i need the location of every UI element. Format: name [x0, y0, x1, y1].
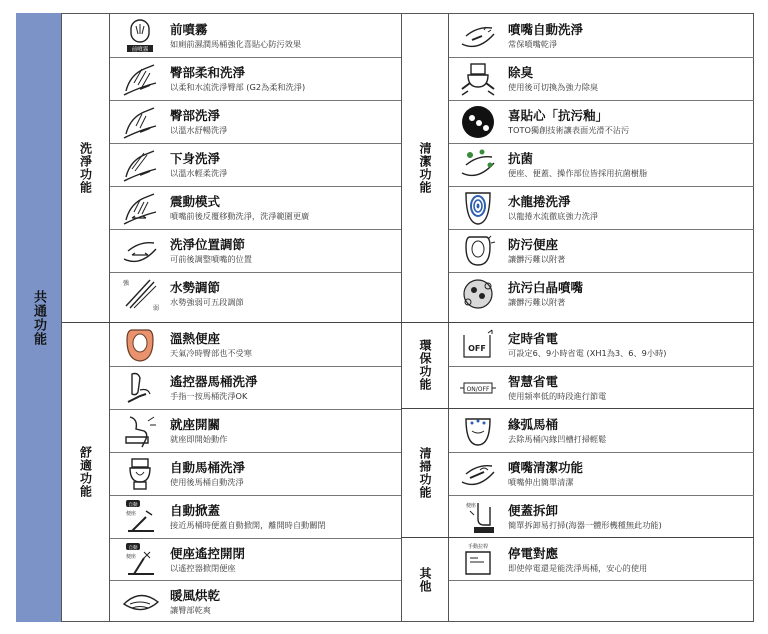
feature-title: 遙控器馬桶洗淨	[170, 374, 258, 390]
feature-desc: 噴嘴前後反覆移動洗淨，洗淨範圍更廣	[170, 211, 310, 222]
feature-desc: 可設定6、9小時省電 (XH1為3、6、9小時)	[508, 348, 667, 359]
nozzle-extend-icon	[456, 455, 500, 493]
row-divider	[449, 57, 754, 58]
row-divider	[110, 229, 401, 230]
auto-flush-icon	[118, 455, 162, 493]
remote-flush-icon	[118, 369, 162, 407]
row-divider	[449, 452, 754, 453]
feature-title: 臀部洗淨	[170, 108, 221, 124]
antibacterial-icon	[456, 146, 500, 184]
feature-row	[118, 101, 227, 143]
rear-wash-icon	[118, 103, 162, 141]
feature-row	[456, 410, 606, 452]
feature-title: 震動模式	[170, 194, 221, 210]
row-divider	[110, 366, 401, 367]
row-divider	[110, 452, 401, 453]
remote-lid-tag-label: 自動	[128, 546, 138, 551]
column-divider	[401, 13, 402, 622]
feature-row	[456, 324, 666, 366]
feature-title: 洗淨位置調節	[170, 237, 246, 253]
feature-title: 噴嘴自動洗淨	[508, 22, 584, 38]
feature-row	[456, 273, 583, 315]
main-category-label: 共通功能	[31, 289, 46, 346]
feature-row	[118, 273, 244, 315]
row-divider	[449, 366, 754, 367]
feature-row	[456, 187, 598, 229]
feature-title: 水勢調節	[170, 280, 221, 296]
row-divider	[110, 538, 401, 539]
row-divider	[110, 272, 401, 273]
pressure-strong-label: 強	[123, 280, 130, 287]
feature-desc: 以龍捲水流徹底強力洗淨	[508, 211, 599, 222]
feature-desc: 可前後調整噴嘴的位置	[170, 254, 252, 265]
row-divider	[449, 100, 754, 101]
feature-title: 下身洗淨	[170, 151, 221, 167]
feature-row	[118, 453, 245, 495]
feature-desc: 便座、便蓋、操作部位皆採用抗菌樹脂	[508, 168, 648, 179]
feature-title: 抗菌	[508, 151, 534, 167]
feature-row	[456, 58, 598, 100]
timer-save-off-label: OFF	[468, 344, 486, 353]
feature-title: 喜貼心「抗污釉」	[508, 108, 609, 124]
feature-title: 水龍捲洗淨	[508, 194, 571, 210]
group-clean-label: 清潔功能	[418, 141, 432, 194]
feature-desc: TOTO獨創技術讓表面光滑不沾污	[508, 125, 630, 136]
feature-title: 前噴霧	[170, 22, 208, 38]
feature-title: 防污便座	[508, 237, 559, 253]
group-comfort-label: 舒適功能	[78, 446, 93, 498]
power-outage-lever-label: 手動拉桿	[467, 544, 489, 550]
feature-row	[456, 367, 606, 409]
lid-removal-icon	[456, 498, 500, 536]
feature-desc: 天氣冷時臀部也不受寒	[170, 348, 252, 359]
feature-row	[456, 144, 647, 186]
warm-air-dry-icon	[118, 583, 162, 621]
feature-title: 溫熱便座	[170, 331, 221, 347]
soft-wash-icon	[118, 60, 162, 98]
feature-desc: 以遙控器掀閉便座	[170, 563, 236, 574]
feature-title: 緣弧馬桶	[508, 417, 559, 433]
feature-row	[118, 367, 258, 409]
smart-save-onoff-label: ON/OFF	[466, 386, 490, 393]
feature-row	[118, 15, 301, 57]
row-divider	[110, 186, 401, 187]
feature-title: 抗污白晶噴嘴	[508, 280, 584, 296]
auto-lid-icon	[118, 498, 162, 536]
feature-desc: 以溫水輕柔洗淨	[170, 168, 228, 179]
tornado-flush-icon	[456, 189, 500, 227]
remote-lid-icon	[118, 541, 162, 579]
feature-desc: 使用後馬桶自動洗淨	[170, 477, 244, 488]
feature-row	[456, 496, 662, 538]
row-divider	[449, 143, 754, 144]
feature-title: 停電對應	[508, 546, 559, 562]
feature-row	[456, 101, 629, 143]
pre-mist-icon-label: 前噴霧	[131, 47, 149, 53]
front-wash-icon	[118, 146, 162, 184]
feature-row	[118, 496, 326, 538]
white-nozzle-icon	[456, 275, 500, 313]
feature-row	[118, 187, 309, 229]
feature-title: 定時省電	[508, 331, 559, 347]
group-comfort	[62, 322, 110, 622]
group-other-label: 其他	[418, 566, 432, 593]
row-divider	[110, 100, 401, 101]
main-category-cell	[16, 13, 62, 622]
group-clean	[401, 13, 449, 322]
feature-desc: 接近馬桶時便蓋自動掀開，離開時自動關閉	[170, 520, 326, 531]
timer-save-icon	[456, 326, 500, 364]
group-wash-label: 洗淨功能	[78, 141, 93, 194]
oscillate-icon	[118, 189, 162, 227]
feature-row	[456, 230, 565, 272]
feature-desc: 水勢強弱可五段調節	[170, 297, 244, 308]
seat-sensor-icon	[118, 412, 162, 450]
feature-desc: 如廁前濕潤馬桶強化喜貼心防污效果	[170, 39, 302, 50]
feature-desc: 以溫水舒暢洗淨	[170, 125, 228, 136]
feature-title: 自動掀蓋	[170, 503, 221, 519]
row-divider	[449, 186, 754, 187]
feature-desc: 常保噴嘴乾淨	[508, 39, 558, 50]
feature-desc: 手指一按馬桶洗淨OK	[170, 391, 248, 402]
feature-desc: 簡單拆卸易打掃(海器一體形機種無此功能)	[508, 520, 662, 531]
feature-row	[118, 58, 305, 100]
feature-row	[118, 230, 252, 272]
heated-seat-icon	[118, 326, 162, 364]
feature-desc: 以柔和水流洗淨臀部 (G2為柔和洗淨)	[170, 82, 306, 93]
feature-title: 臀部柔和洗淨	[170, 65, 246, 81]
auto-lid-seat-label: 便座	[125, 511, 137, 517]
group-other	[401, 537, 449, 622]
row-divider	[449, 229, 754, 230]
feature-title: 噴嘴清潔功能	[508, 460, 584, 476]
row-divider	[110, 495, 401, 496]
feature-desc: 即使停電還是能洗淨馬桶，安心的使用	[508, 563, 648, 574]
auto-lid-tag-label: 自動	[128, 503, 138, 508]
feature-row	[118, 324, 252, 366]
smart-save-icon	[456, 369, 500, 407]
position-adjust-icon	[118, 232, 162, 270]
pre-mist-icon	[118, 17, 162, 55]
feature-title: 除臭	[508, 65, 534, 81]
feature-desc: 就座即開始動作	[170, 434, 228, 445]
row-divider	[449, 495, 754, 496]
row-divider	[449, 580, 754, 581]
feature-desc: 讓髒污難以附著	[508, 297, 566, 308]
feature-title: 便座遙控開閉	[170, 546, 246, 562]
feature-row	[456, 453, 583, 495]
feature-title: 自動馬桶洗淨	[170, 460, 246, 476]
feature-row	[118, 144, 227, 186]
feature-title: 就座開關	[170, 417, 221, 433]
feature-desc: 讓髒污難以附著	[508, 254, 566, 265]
feature-desc: 去除馬桶內緣凹槽打掃輕鬆	[508, 434, 607, 445]
pressure-adjust-icon	[118, 275, 162, 313]
row-divider	[110, 57, 401, 58]
feature-row	[118, 539, 245, 581]
rimless-bowl-icon	[456, 412, 500, 450]
row-divider	[62, 322, 401, 323]
lid-removal-seat-label: 便座	[466, 503, 477, 509]
feature-desc: 使用頻率低的時段進行節電	[508, 391, 607, 402]
row-divider	[110, 143, 401, 144]
row-divider	[449, 272, 754, 273]
row-divider	[401, 537, 754, 538]
power-outage-icon	[456, 541, 500, 579]
feature-title: 智慧省電	[508, 374, 559, 390]
feature-row	[456, 15, 583, 57]
feature-row	[118, 410, 227, 452]
glaze-icon	[456, 103, 500, 141]
row-divider	[401, 322, 754, 323]
feature-row	[118, 581, 220, 623]
feature-title: 暖風烘乾	[170, 588, 221, 604]
row-divider	[401, 408, 754, 409]
feature-desc: 讓臀部乾爽	[170, 605, 211, 616]
feature-row	[456, 539, 647, 581]
stain-resistant-seat-icon	[456, 232, 500, 270]
nozzle-clean-icon	[456, 17, 500, 55]
feature-title: 便蓋拆卸	[508, 503, 559, 519]
row-divider	[110, 409, 401, 410]
group-eco	[401, 322, 449, 408]
group-cleaning-label: 清掃功能	[418, 446, 432, 499]
feature-desc: 噴嘴伸出簡單清潔	[508, 477, 574, 488]
group-eco-label: 環保功能	[418, 339, 432, 391]
row-divider	[110, 580, 401, 581]
group-wash	[62, 13, 110, 322]
group-cleaning	[401, 408, 449, 537]
deodorize-icon	[456, 60, 500, 98]
pressure-weak-label: 弱	[153, 305, 160, 312]
remote-lid-seat-label: 便座	[125, 554, 137, 560]
feature-desc: 使用後可切換為強力除臭	[508, 82, 599, 93]
